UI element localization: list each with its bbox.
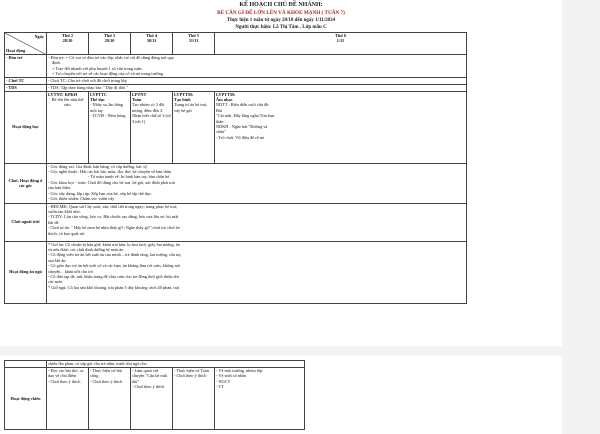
corner-top-label: Ngày xyxy=(34,34,44,39)
row-an-ngu-continued xyxy=(5,361,305,368)
lesson-cell: LPTNT Toán Tạo nhóm có 3 đối tượng, đếm đến 3. Nhận biết chữ số 3 (số 3 tiết 1) xyxy=(131,91,173,163)
lesson-cell: LVPTTC Thể dục - Nhẩy xa 2m bằng một tay - TCVĐ : Ném bóng xyxy=(89,91,131,163)
row-content: - Góc đóng vai: Gia đình; bán hàng, cô cấp dưỡng, bác sỹ - Góc nghệ thuật : Hát các bài hát, múa, đọc thơ, kể chuyện về bản thân - Tô màu tranh vẽ. In hình bàn tay, bàn chân bé. - Góc khoa học - toán: Chơi đồ dùng cho bé trai, bé gái, xác định phải trái của bản thân. - Góc xây dựng, lắp ráp: Xếp bạn của bé, xếp bể tắp thể dục. - Góc thiên nhiên: Chăm sóc vườn cây xyxy=(47,163,467,203)
lesson-cell: LVPTTM: Tạo hình Trang trí áo bé trai, váy bé gái xyxy=(173,91,215,163)
row-label: - Đón trẻ xyxy=(5,55,47,78)
row-label xyxy=(5,361,47,368)
lesson-cell: LVTNT: KPKH Bé lớn lên như thế nào xyxy=(47,91,89,163)
row-choi-goc xyxy=(5,163,467,203)
afternoon-cell: - Thực hiện vở thủ công - Chơi theo ý thích xyxy=(89,368,131,430)
row-label: Chơi, Hoạt động ở các góc xyxy=(5,163,47,203)
afternoon-cell: - Vệ môi trường, nhóm lớp - Vệ sinh cá nhân - NGCT - TT xyxy=(215,368,305,430)
row-label: Hoạt động học xyxy=(5,91,47,163)
plan-title: KẾ HOẠCH CHỦ ĐỀ NHÁNH: xyxy=(239,2,323,8)
corner-bottom-label: Hoạt động xyxy=(6,47,26,53)
days-header-row xyxy=(5,33,467,55)
plan-subtitle: BÉ CẦN GÌ ĐỂ LỚN LÊN VÀ KHỎE MẠNH ( TUẦN 7) xyxy=(217,10,345,16)
day-header: Thứ 3 29/10 xyxy=(89,33,131,55)
plan-period: Thực hiện 1 tuần từ ngày 28/10 đến ngày 1/11/2024 xyxy=(226,18,336,23)
schedule-table-continued xyxy=(4,360,305,430)
row-content: chiếu lên phản, cô sắp gối cho trẻ nằm, trước khi ngủ cho xyxy=(47,361,305,368)
row-choi-tc xyxy=(5,77,467,84)
row-tds xyxy=(5,84,467,91)
day-header: Thứ 6 1/11 xyxy=(215,33,467,55)
row-content: - Chơi TC: Cho trẻ chơi với đồ chơi trong lớp xyxy=(47,77,467,84)
row-label: Hoạt động ăn ngủ xyxy=(5,241,47,303)
afternoon-cell: - Thực hiện vở Toán - Chơi theo ý thích xyxy=(173,368,215,430)
row-content: * Giờ ăn: Cô chuẩn bị bàn ghế, khăn trải bàn, lọ hoa tươi, giấy lau miệng, ăn và nêu được các chất dinh dưỡng từ món ăn - Cô động viên trẻ ăn hết suất ăn của mình – trẻ đánh răng, lau miệng, rửa tay sau khi ăn. - Cô giáo dục trẻ ăn hết mời cô và các bạn, ăn không làm rơi cơm, không nói chuyện... khăn ướt cho trẻ. - Cô đưa tạp dề, mũ, khẩu trang để chia cơm cho trẻ đồng thời giới thiệu tên các món * Giờ ngủ: Cô lau sàn khô thoáng, trải phản 5 dây khoảng cách 40 phản, trải xyxy=(47,241,467,303)
document-page-2 xyxy=(0,356,562,434)
corner-cell xyxy=(5,33,47,55)
row-don-tre xyxy=(5,55,467,78)
row-content: - TDS: Tập theo băng nhạc bài: " Dậy đi thôi " xyxy=(47,84,467,91)
day-header: Thứ 5 31/11 xyxy=(173,33,215,55)
row-hoat-dong-hoc xyxy=(5,91,467,163)
row-label: Chơi ngoài trời xyxy=(5,203,47,241)
schedule-table xyxy=(4,32,467,304)
row-label: - Chơi TC xyxy=(5,77,47,84)
row-content: - Đón trẻ: + Cô vui vẻ đón trẻ vào lớp, nhắc trẻ cất đồ dùng đúng nơi quy định. + Trao đổi nhanh với phụ huynh 1 số vấn trong tuần. + Trò chuyện với trẻ về các hoạt động của cô và trẻ trong trường xyxy=(47,55,467,78)
lesson-cell: LVPTTM: Âm nhạc NDTT : Biểu diễn cuối chủ đề: Bài "Cái mũi, Hãy lắng nghe,Tìm bạn thân NDKH : Nghe hát "Đường và chân" - Trò chơi: Vũ điệu đồ rê mi xyxy=(215,91,467,163)
afternoon-cell: - Làm quen với chuyện "Cậu bé mũi dài" - Chơi theo ý thích xyxy=(131,368,173,430)
day-header: Thứ 2 28/10 xyxy=(47,33,89,55)
plan-teacher: Người thực hiện: Lã Thị Tâm . Lớp mẫu C xyxy=(235,25,327,30)
row-choi-ngoai-troi xyxy=(5,203,467,241)
day-header: Thứ 4 30/11 xyxy=(131,33,173,55)
row-content: - HĐCMĐ: Quan sát Cây xoài, sấu; thời tiết trong ngày; trang phục bé trai; vườn rau khối nhỏ. - TCDV: Lộn cầu vồng, kéo co, Bắt chước tạo dáng; kéo cưa lừa xẻ; bịt mắt bắt dê. - Chơi tự do: " Hãy kể nem bé nhìn thấy gì?; Nghe thấy gì?",chơi trò chơi bé thích, cô bao quát trẻ. xyxy=(47,203,467,241)
afternoon-cell: - Đọc các bài thơ, ca dao về chủ điểm - Chơi theo ý thích xyxy=(47,368,89,430)
row-label: - TDS xyxy=(5,84,47,91)
row-hoat-dong-chieu xyxy=(5,368,305,430)
row-label: Hoạt động chiều xyxy=(5,368,47,430)
row-an-ngu xyxy=(5,241,467,303)
